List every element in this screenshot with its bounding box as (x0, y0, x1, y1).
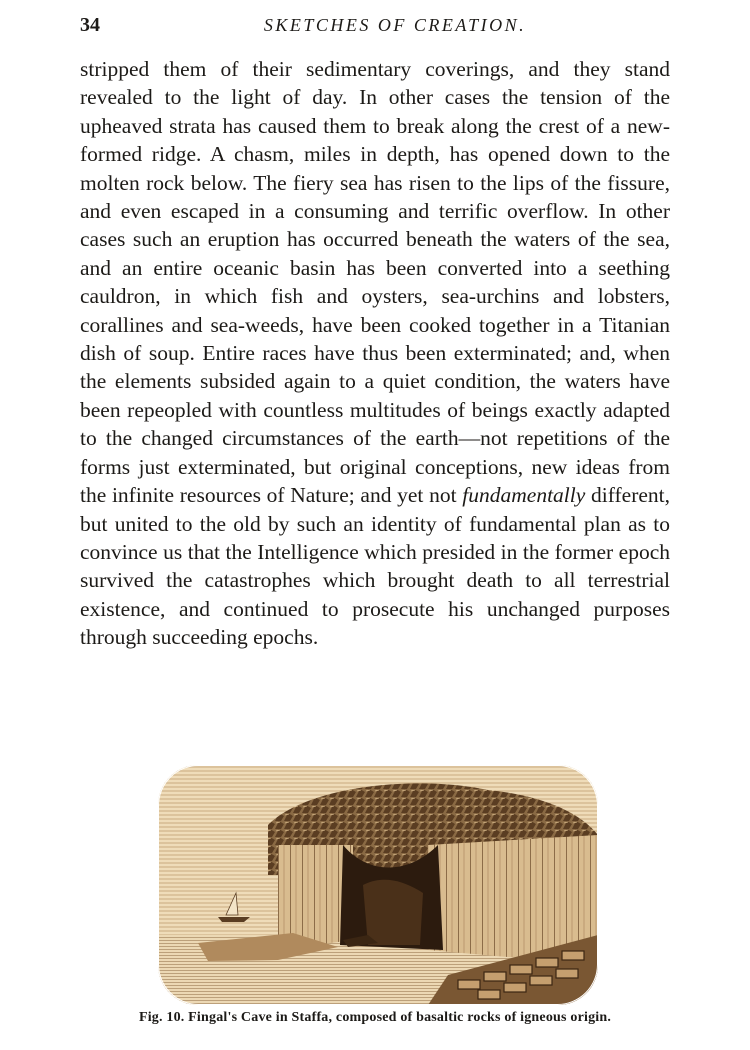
body-text-emphasis: fundamentally (462, 483, 586, 508)
body-paragraph (80, 55, 670, 652)
body-text-part-1: stripped them of their sedimentary coverings, and they stand revealed to the light of day. In other cases the tension of the upheaved strata has caused them to break along the crest of a new-formed ridge. A chasm, miles in depth, has opened down to the molten rock below. The fiery sea has risen to the lips of the fissure, and even escaped in a consuming and terrific overflow. In other cases such an eruption has occurred beneath the waters of the sea, and an entire oceanic basin has been converted into a seething cauldron, in which fish and oysters, sea-urchins and lobsters, corallines and sea-weeds, have been cooked together in a Titanian dish of soup. Entire races have thus been exterminated; and, when the elements subsided again to a quiet condition, the waters have been repeopled with countless multitudes of beings exactly adapted to the changed circumstances of the earth—not repetitions of the forms just exterminated, but original conceptions, new ideas from the infinite resources of Nature; and yet not (80, 57, 670, 508)
fingals-cave-illustration (158, 765, 598, 1005)
cave-interior (363, 880, 423, 945)
running-head (80, 14, 670, 44)
figure-caption: Fig. 10. Fingal's Cave in Staffa, composed of basaltic rocks of igneous origin. (138, 1010, 612, 1025)
body-text-part-2: different, but united to the old by such an identity of fundamental plan as to convince us that the Intelligence which presided in the former epoch survived the catastrophes which brought death to all terrestrial existence, and continued to prosecute his unchanged purposes through succeeding epochs. (80, 483, 670, 650)
running-title: SKETCHES OF CREATION. (263, 15, 527, 35)
engraving-svg (158, 765, 598, 1005)
page-number: 34 (80, 14, 100, 36)
